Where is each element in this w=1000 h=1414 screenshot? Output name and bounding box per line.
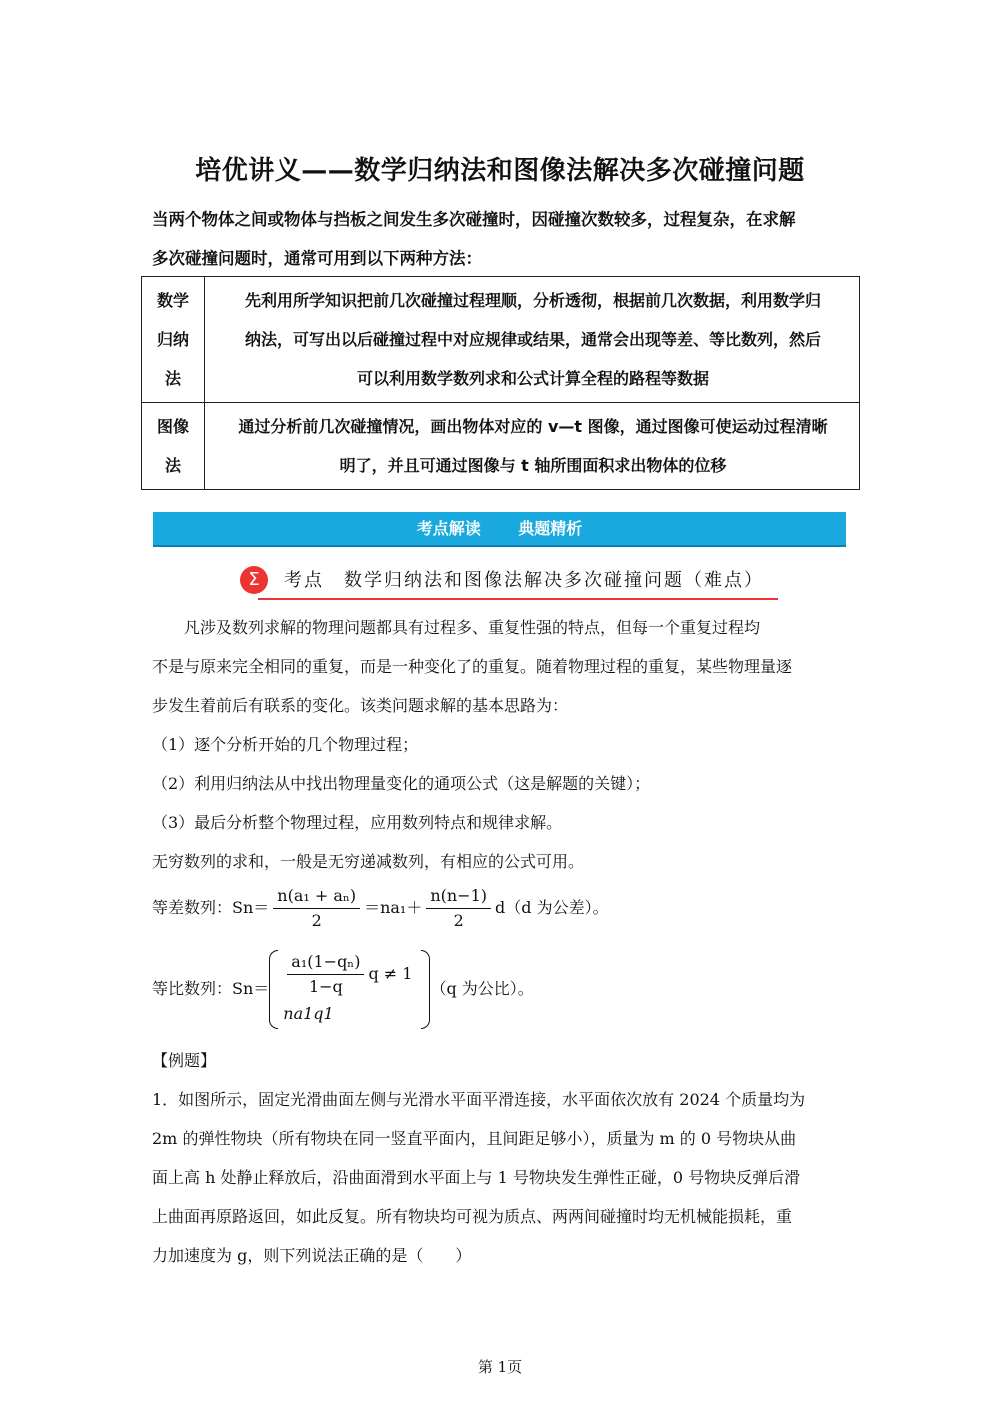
piecewise-row: na1q1 — [283, 1004, 334, 1023]
body-text — [152, 608, 852, 881]
example-header: 【例题】 — [152, 1051, 217, 1070]
paragraph: 步发生着前后有联系的变化。该类问题求解的基本思路为： — [152, 696, 569, 715]
method-label — [142, 403, 205, 490]
denominator: 2 — [453, 911, 464, 930]
formula-label: 等比数列：Sn＝ — [152, 979, 270, 998]
content-line: 可以利用数学数列求和公式计算全程的路程等数据 — [356, 369, 709, 388]
kaodian-heading — [240, 562, 780, 600]
intro-line: 多次碰撞问题时，通常可用到以下两种方法： — [152, 249, 482, 268]
section-banner — [153, 512, 846, 545]
method-content — [205, 403, 860, 490]
example-line: 1．如图所示，固定光滑曲面左侧与光滑水平面平滑连接，水平面依次放有 2024 个质量均为 — [152, 1090, 806, 1109]
formula-tail: d（d 为公差）。 — [495, 898, 609, 917]
label-line: 数学 — [156, 291, 189, 310]
methods-table — [141, 276, 860, 490]
step-item: （1）逐个分析开始的几个物理过程； — [152, 735, 419, 754]
example-line: 2m 的弹性物块（所有物块在同一竖直平面内，且间距足够小），质量为 m 的 0 号物块从曲 — [152, 1129, 797, 1148]
content-line: 通过分析前几次碰撞情况，画出物体对应的 v—t 图像，通过图像可使运动过程清晰 — [238, 417, 828, 436]
label-line: 法 — [164, 456, 181, 475]
numerator: n(n−1) — [426, 884, 491, 909]
numerator: a₁(1−qₙ) — [287, 950, 364, 975]
sigma-icon: Σ — [240, 566, 268, 594]
right-brace — [421, 950, 430, 1029]
method-label — [142, 277, 205, 403]
content-line: 先利用所学知识把前几次碰撞过程理顺，分析透彻，根据前几次数据，利用数学归 — [244, 291, 821, 310]
label-line: 归纳 — [156, 330, 189, 349]
denominator: 1−q — [308, 977, 343, 996]
content-line: 纳法，可写出以后碰撞过程中对应规律或结果，通常会出现等差、等比数列，然后 — [244, 330, 821, 349]
label-line: 法 — [164, 369, 181, 388]
example-block — [152, 1041, 852, 1275]
fraction — [426, 884, 491, 933]
example-line: 面上高 h 处静止释放后，沿曲面滑到水平面上与 1 号物块发生弹性正碰，0 号物块反弹后滑 — [152, 1168, 801, 1187]
denominator: 2 — [311, 911, 322, 930]
step-item: （3）最后分析整个物理过程，应用数列特点和规律求解。 — [152, 813, 563, 832]
piecewise — [269, 950, 430, 1029]
method-content — [205, 277, 860, 403]
intro-line: 当两个物体之间或物体与挡板之间发生多次碰撞时，因碰撞次数较多，过程复杂，在求解 — [152, 210, 796, 229]
arithmetic-formula — [152, 884, 852, 933]
content-line: 明了，并且可通过图像与 t 轴所围面积求出物体的位移 — [339, 456, 727, 475]
paragraph: 不是与原来完全相同的重复，而是一种变化了的重复。随着物理过程的重复，某些物理量逐 — [152, 657, 793, 676]
intro-text — [152, 200, 852, 278]
geometric-formula — [152, 950, 852, 1029]
page-title: 培优讲义——数学归纳法和图像法解决多次碰撞问题 — [195, 156, 805, 186]
banner-left: 考点解读 — [416, 519, 481, 538]
left-brace — [269, 950, 278, 1029]
label-line: 图像 — [156, 417, 189, 436]
table-row — [142, 403, 860, 490]
banner-right: 典题精析 — [518, 519, 583, 538]
page-number: 第 1页 — [477, 1358, 523, 1376]
step-item: （2）利用归纳法从中找出物理量变化的通项公式（这是解题的关键）； — [152, 774, 651, 793]
fraction — [273, 884, 360, 933]
example-line: 力加速度为 g，则下列说法正确的是（ ） — [152, 1246, 472, 1265]
formula-mid: ＝na₁＋ — [364, 898, 423, 917]
formula-tail: （q 为公比）。 — [430, 979, 534, 998]
paragraph: 凡涉及数列求解的物理问题都具有过程多、重复性强的特点，但每一个重复过程均 — [184, 618, 761, 637]
paragraph: 无穷数列的求和，一般是无穷递减数列，有相应的公式可用。 — [152, 852, 585, 871]
kaodian-text: 考点 数学归纳法和图像法解决多次碰撞问题（难点） — [284, 570, 764, 591]
condition: q ≠ 1 — [368, 964, 413, 983]
kaodian-underline — [258, 598, 778, 600]
fraction — [287, 950, 364, 999]
example-line: 上曲面再原路返回，如此反复。所有物块均可视为质点、两两间碰撞时均无机械能损耗，重 — [152, 1207, 793, 1226]
numerator: n(a₁ + aₙ) — [273, 884, 360, 909]
table-row — [142, 277, 860, 403]
formula-label: 等差数列：Sn＝ — [152, 898, 270, 917]
